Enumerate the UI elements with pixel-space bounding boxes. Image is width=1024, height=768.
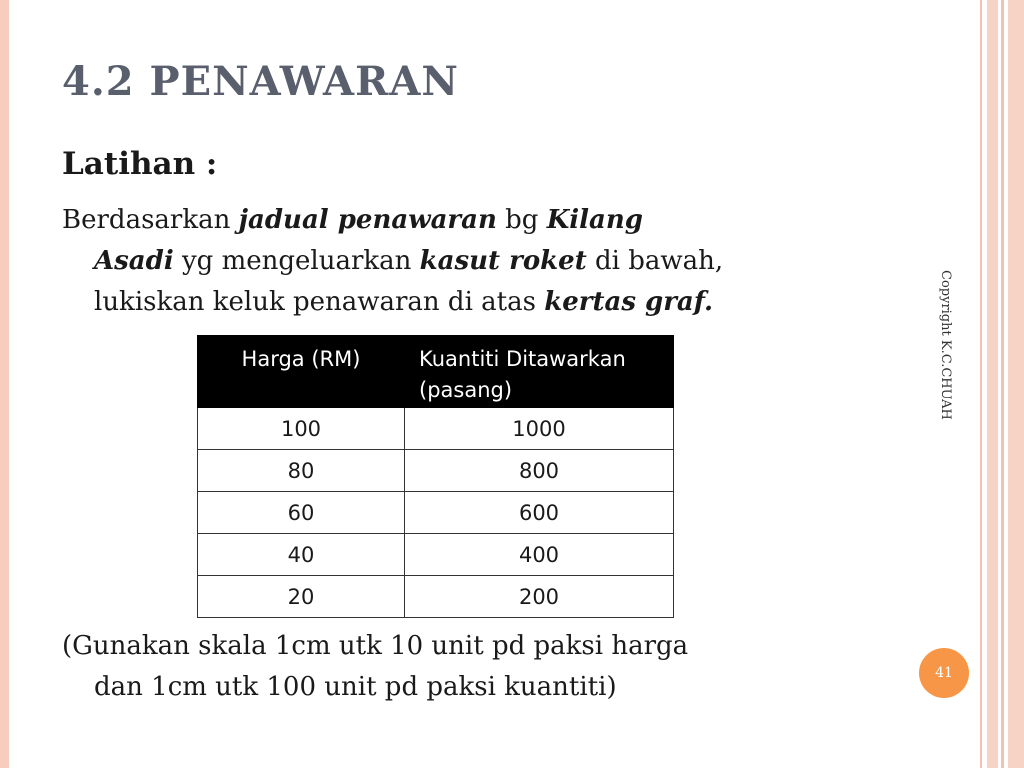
right-border-stripe: [987, 0, 998, 768]
paragraph-text: lukiskan keluk penawaran di atas: [94, 287, 545, 317]
page-number: 41: [935, 665, 953, 681]
column-header-quantity: Kuantiti Ditawarkan (pasang): [405, 336, 674, 408]
quantity-cell: 200: [405, 576, 674, 618]
quantity-cell: 600: [405, 492, 674, 534]
price-cell: 60: [198, 492, 405, 534]
paragraph-line: [62, 282, 862, 323]
right-border-stripe: [980, 0, 982, 768]
price-cell: 40: [198, 534, 405, 576]
quantity-cell: 400: [405, 534, 674, 576]
price-cell: 20: [198, 576, 405, 618]
paragraph-text: bg: [496, 205, 547, 235]
table-header-row: [198, 336, 674, 408]
table-row: [198, 408, 674, 450]
paragraph-line: [62, 241, 862, 282]
left-border-stripe: [0, 0, 9, 768]
slide-title: 4.2 PENAWARAN: [62, 58, 459, 105]
table-row: [198, 450, 674, 492]
right-border-stripe: [1008, 0, 1024, 768]
paragraph-text: yg mengeluarkan: [173, 246, 420, 276]
paragraph-text: Berdasarkan: [62, 205, 239, 235]
table-row: [198, 576, 674, 618]
emphasis-text: kasut roket: [419, 246, 587, 276]
column-header-price: Harga (RM): [198, 336, 405, 408]
instruction-paragraph: [62, 200, 862, 323]
table-row: [198, 492, 674, 534]
note-line: dan 1cm utk 100 unit pd paksi kuantiti): [94, 672, 617, 702]
emphasis-text: Asadi: [94, 246, 174, 276]
page-number-badge: [919, 648, 969, 698]
paragraph-line: [62, 200, 862, 241]
emphasis-text: kertas graf.: [544, 287, 714, 317]
note-line: (Gunakan skala 1cm utk 10 unit pd paksi harga: [62, 631, 689, 661]
supply-schedule-table: [197, 335, 674, 618]
copyright-text: Copyright K.C.CHUAH: [938, 270, 953, 420]
price-cell: 80: [198, 450, 405, 492]
emphasis-text: Kilang: [546, 205, 643, 235]
right-border-stripe: [1001, 0, 1004, 768]
scale-note: [62, 626, 892, 708]
quantity-cell: 1000: [405, 408, 674, 450]
table-row: [198, 534, 674, 576]
quantity-cell: 800: [405, 450, 674, 492]
slide-subtitle: Latihan :: [62, 146, 218, 182]
price-cell: 100: [198, 408, 405, 450]
emphasis-text: jadual penawaran: [238, 205, 497, 235]
paragraph-text: di bawah,: [586, 246, 724, 276]
